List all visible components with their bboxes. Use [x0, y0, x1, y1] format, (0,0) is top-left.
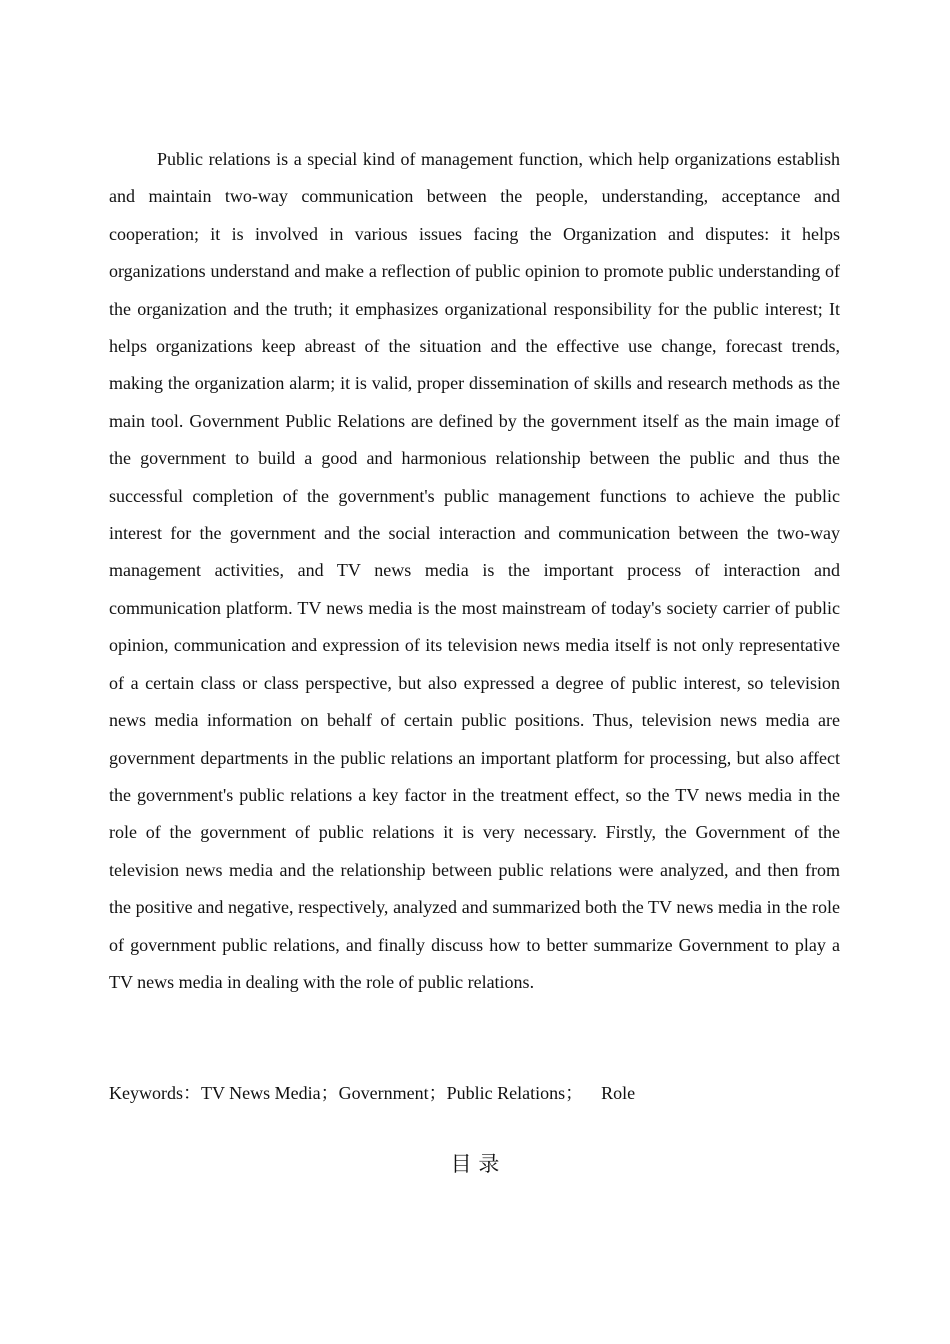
keywords-line: Keywords：TV News Media；Government；Public Relations； Role [109, 1083, 636, 1103]
table-of-contents-heading: 目 录 [450, 1152, 500, 1176]
abstract-paragraph: Public relations is a special kind of management function, which help organizations establish and maintain two-way communication between the people, understanding, acceptance and cooperation; it is involved in various issues facing the Organization and disputes: it helps organizations understand and make a reflection of public opinion to promote public understanding of the organization and the truth; it emphasizes organizational responsibility for the public interest; It helps organizations keep abreast of the situation and the effective use change, forecast trends, making the organization alarm; it is valid, proper dissemination of skills and research methods as the main tool. Government Public Relations are defined by the government itself as the main image of the government to build a good and harmonious relationship between the public and thus the successful completion of the government's public management functions to achieve the public interest for the government and the social interaction and communication between the two-way management activities, and TV news media is the important process of interaction and communication platform. TV news media is the most mainstream of today's society carrier of public opinion, communication and expression of its television news media itself is not only representative of a certain class or class perspective, but also expressed a degree of public interest, so television news media information on behalf of certain public positions. Thus, television news media are government departments in the public relations an important platform for processing, but also affect the government's public relations a key factor in the treatment effect, so the TV news media in the role of the government of public relations it is very necessary. Firstly, the Government of the television news media and the relationship between public relations were analyzed, and then from the positive and negative, respectively, analyzed and summarized both the TV news media in the role of government public relations, and finally discuss how to better summarize Government to play a TV news media in dealing with the role of public relations. [109, 149, 840, 992]
